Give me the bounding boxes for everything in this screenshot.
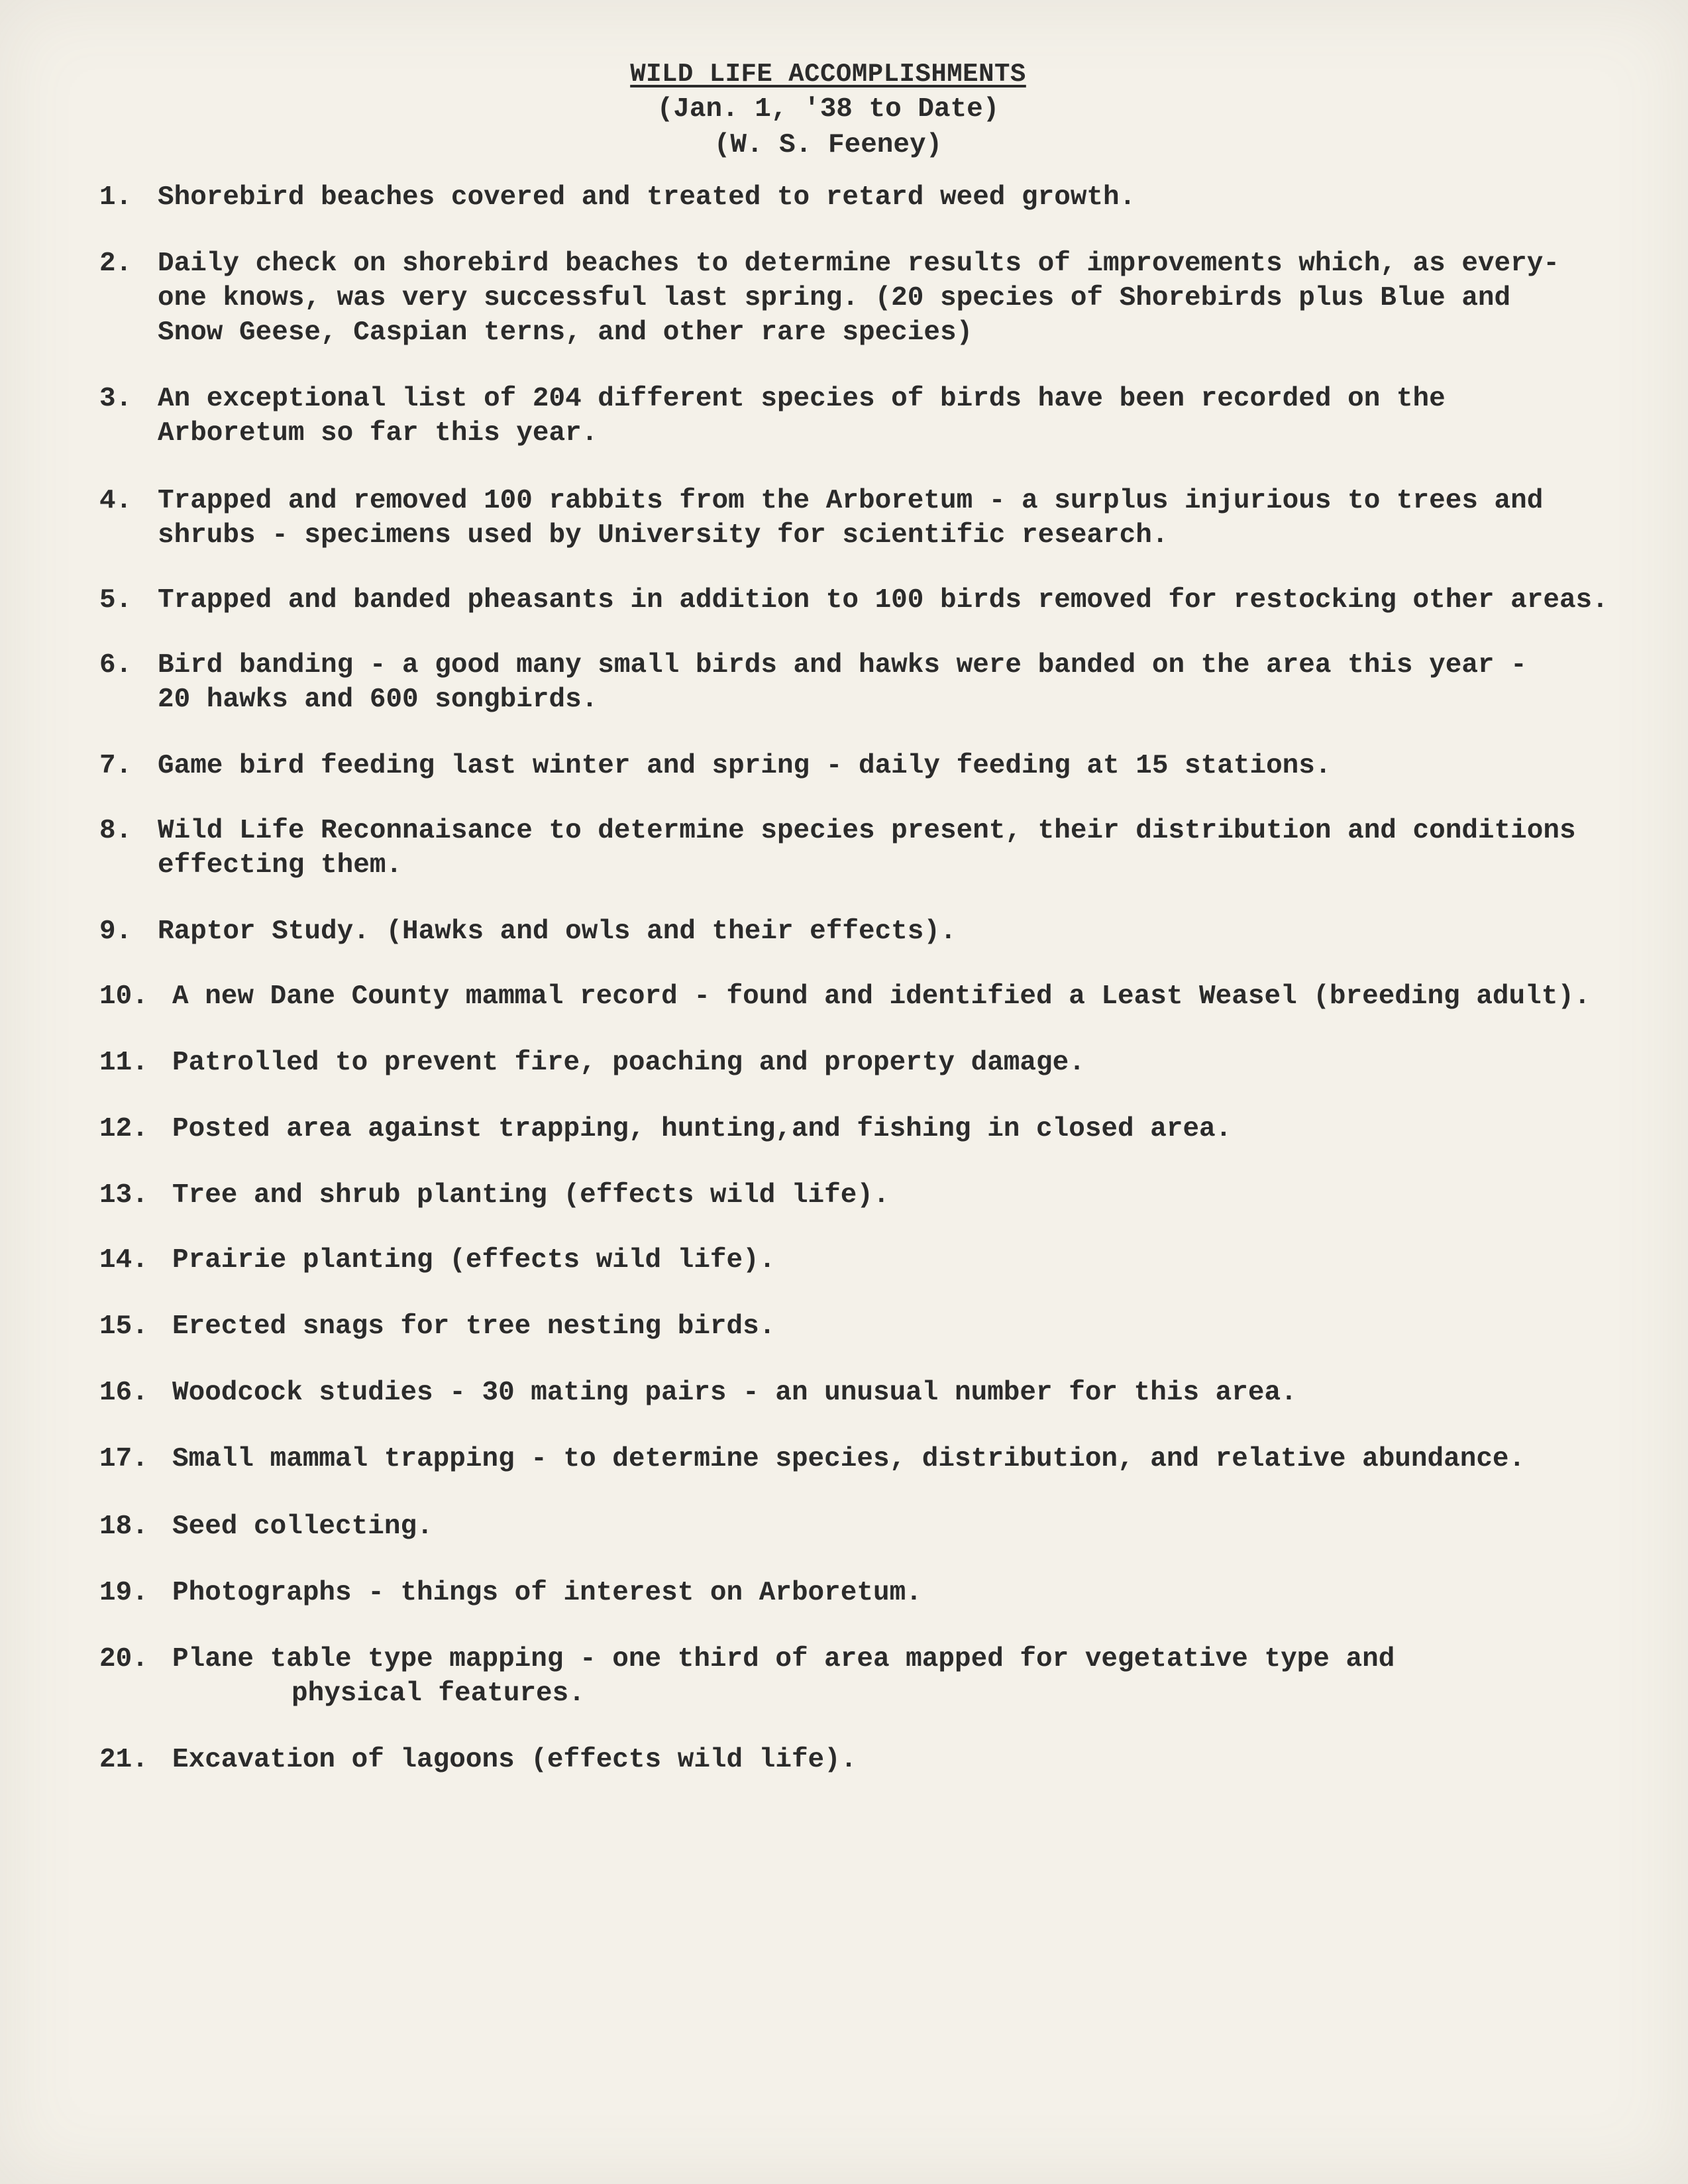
list-item [99,1442,1643,1476]
list-item [99,1178,1643,1213]
item-number: 11. [99,1048,148,1078]
list-item [99,979,1643,1014]
list-item [99,648,1643,717]
item-text: Excavation of lagoons (effects wild life). [172,1745,857,1775]
item-text: 20 hawks and 600 songbirds. [158,684,598,715]
item-text: Small mammal trapping - to determine species, distribution, and relative abundance. [172,1444,1526,1474]
list-item [99,1309,1643,1344]
list-item [99,246,1643,350]
item-text: Plane table type mapping - one third of area mapped for vegetative type and [172,1644,1395,1674]
item-number: 18. [99,1511,148,1542]
item-number: 19. [99,1578,148,1608]
list-item [99,749,1643,783]
item-text: An exceptional list of 204 different species of birds have been recorded on the [158,384,1446,414]
item-number: 14. [99,1245,148,1276]
item-number: 20. [99,1644,148,1674]
item-text: Snow Geese, Caspian terns, and other rare species) [158,317,973,348]
item-text: Shorebird beaches covered and treated to retard weed growth. [158,182,1136,213]
item-text: Posted area against trapping, hunting,and fishing in closed area. [172,1114,1232,1144]
item-text: Seed collecting. [172,1511,433,1542]
list-item [99,1743,1643,1777]
list-item [99,484,1643,553]
item-number: 15. [99,1311,148,1342]
item-number: 2. [99,248,132,279]
item-number: 8. [99,816,132,846]
item-number: 13. [99,1180,148,1211]
list-item [99,1642,1643,1711]
item-number: 1. [99,182,132,213]
item-text: Raptor Study. (Hawks and owls and their effects). [158,916,957,947]
item-text: Trapped and banded pheasants in addition to 100 birds removed for restocking other areas. [158,585,1609,616]
item-number: 10. [99,981,148,1012]
item-text: Tree and shrub planting (effects wild life). [172,1180,890,1211]
date-range: (Jan. 1, '38 to Date) [657,94,1000,125]
item-text: Wild Life Reconnaisance to determine species present, their distribution and conditions [158,816,1576,846]
list-item [99,583,1643,618]
item-number: 21. [99,1745,148,1775]
item-text: Erected snags for tree nesting birds. [172,1311,776,1342]
item-text: Bird banding - a good many small birds and hawks were banded on the area this year - [158,650,1527,681]
list-item [99,1243,1643,1278]
item-number: 6. [99,650,132,681]
item-text: Woodcock studies - 30 mating pairs - an unusual number for this area. [172,1378,1297,1408]
item-text: Patrolled to prevent fire, poaching and property damage. [172,1048,1085,1078]
item-text: Daily check on shorebird beaches to determine results of improvements which, as every- [158,248,1559,279]
list-item [99,1576,1643,1610]
item-text: A new Dane County mammal record - found and identified a Least Weasel (breeding adult). [172,981,1591,1012]
item-number: 16. [99,1378,148,1408]
list-item [99,180,1643,215]
item-text: physical features. [291,1678,585,1709]
item-number: 3. [99,384,132,414]
list-item [99,1509,1643,1544]
document-title: WILD LIFE ACCOMPLISHMENTS [630,60,1026,89]
item-text: Prairie planting (effects wild life). [172,1245,776,1276]
item-number: 9. [99,916,132,947]
item-text: Photographs - things of interest on Arboretum. [172,1578,922,1608]
item-text: Trapped and removed 100 rabbits from the Arboretum - a surplus injurious to trees and [158,486,1544,516]
item-number: 17. [99,1444,148,1474]
item-text: Game bird feeding last winter and spring - daily feeding at 15 stations. [158,751,1332,781]
list-item [99,1112,1643,1146]
item-text: shrubs - specimens used by University for scientific research. [158,520,1169,551]
list-item [99,914,1643,949]
list-item [99,1046,1643,1080]
item-number: 7. [99,751,132,781]
item-text: one knows, was very successful last spring. (20 species of Shorebirds plus Blue and [158,283,1511,313]
item-text: effecting them. [158,850,403,881]
author-line: (W. S. Feeney) [713,130,943,160]
list-item [99,1376,1643,1410]
item-number: 4. [99,486,132,516]
list-item [99,814,1643,883]
list-item [99,382,1643,451]
item-text: Arboretum so far this year. [158,418,598,449]
item-number: 5. [99,585,132,616]
item-number: 12. [99,1114,148,1144]
